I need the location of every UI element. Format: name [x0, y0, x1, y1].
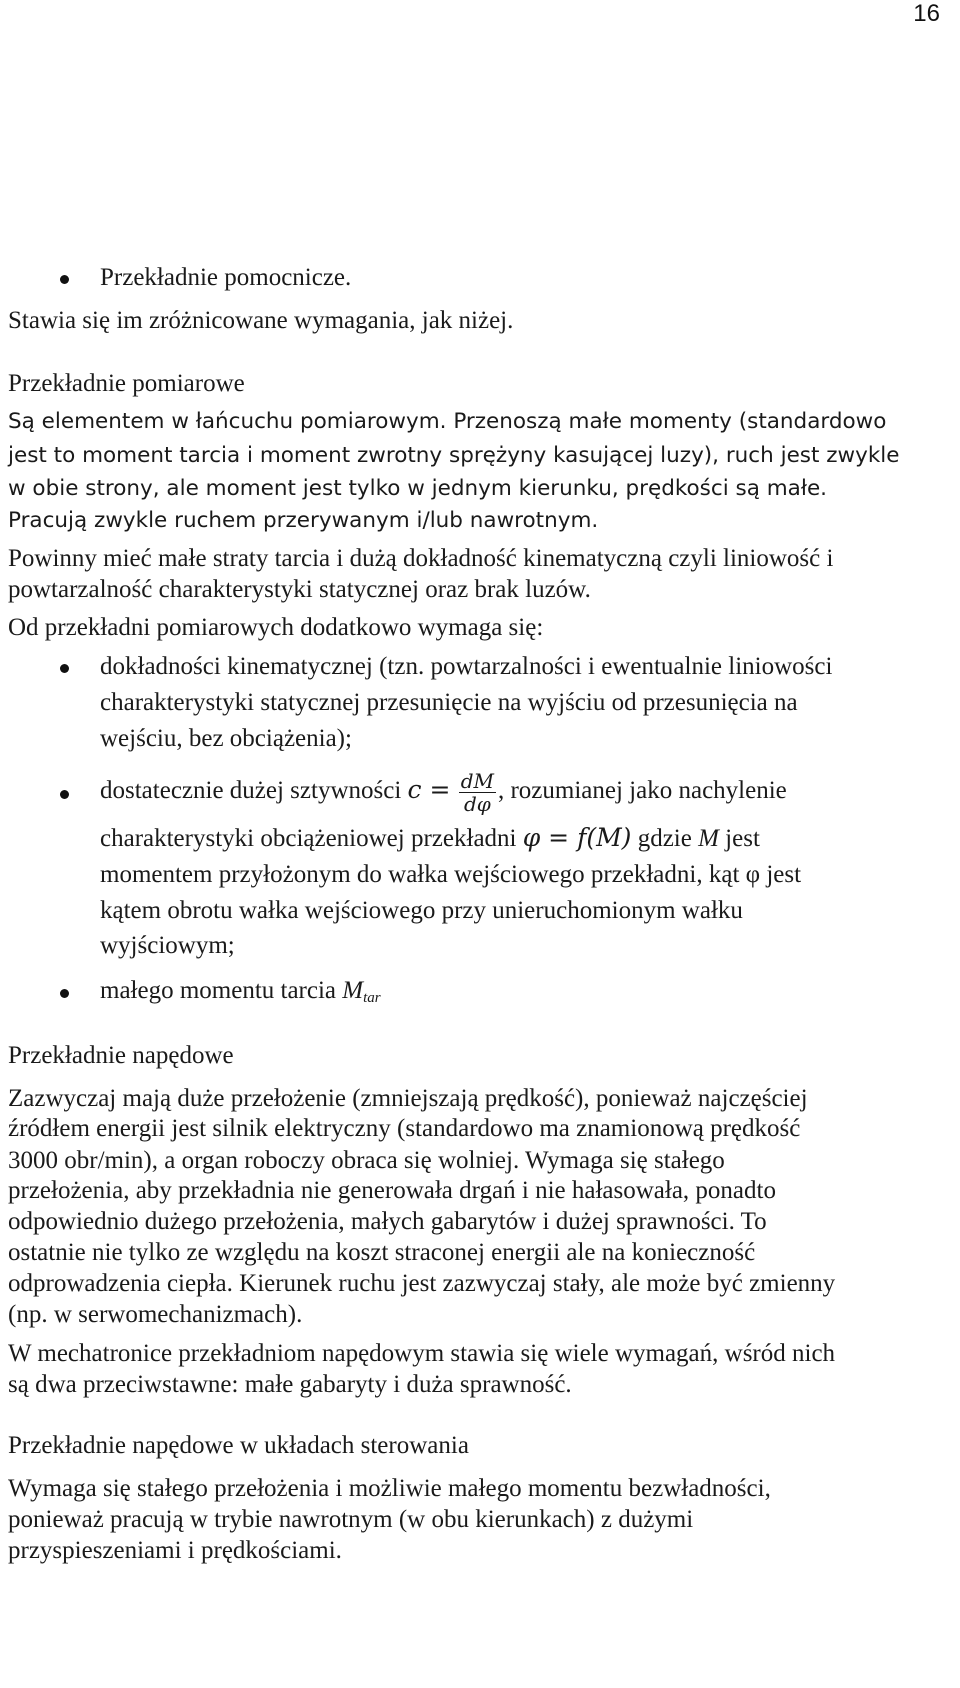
subscript-tar: tar	[363, 990, 381, 1006]
paragraph-line: w obie strony, ale moment jest tylko w jednym kierunku, prędkości są małe.	[8, 476, 828, 501]
bullet-icon	[60, 664, 69, 673]
paragraph-line: odprowadzenia ciepła. Kierunek ruchu jest zazwyczaj stały, ale może być zmienny	[8, 1270, 836, 1297]
characteristic-formula: φ = f(M)	[522, 823, 632, 852]
paragraph-line: powtarzalność charakterystyki statycznej oraz brak luzów.	[8, 576, 591, 603]
stiffness-formula-lhs: c =	[407, 775, 451, 804]
bullet-text: jest	[718, 825, 760, 852]
intro-text: Stawia się im zróżnicowane wymagania, jak niżej.	[8, 307, 514, 334]
page-number: 16	[913, 0, 940, 27]
paragraph-line: są dwa przeciwstawne: małe gabaryty i duża sprawność.	[8, 1371, 572, 1398]
paragraph-line: Powinny mieć małe straty tarcia i dużą dokładność kinematyczną czyli liniowość i	[8, 545, 834, 572]
section-heading-sterowanie: Przekładnie napędowe w układach sterowania	[8, 1432, 469, 1459]
stiffness-fraction	[459, 770, 496, 815]
bullet-icon	[60, 790, 69, 799]
bullet-line: dokładności kinematycznej (tzn. powtarzalności i ewentualnie liniowości	[100, 653, 833, 680]
bullet-line: wejściu, bez obciążenia);	[100, 725, 352, 752]
symbol-M: M	[698, 825, 719, 852]
fraction-numerator: dM	[460, 768, 494, 793]
bullet-icon	[60, 275, 69, 284]
paragraph-line: jest to moment tarcia i moment zwrotny sprężyny kasującej luzy), ruch jest zwykle	[8, 443, 900, 468]
bullet-line: wyjściowym;	[100, 932, 235, 959]
paragraph-line: Od przekładni pomiarowych dodatkowo wymaga się:	[8, 614, 544, 641]
paragraph-line: Wymaga się stałego przełożenia i możliwie małego momentu bezwładności,	[8, 1475, 771, 1502]
paragraph-line: ponieważ pracują w trybie nawrotnym (w obu kierunkach) z dużymi	[8, 1506, 694, 1533]
bullet-icon	[60, 989, 69, 998]
paragraph-line: 3000 obr/min), a organ roboczy obraca się wolniej. Wymaga się stałego	[8, 1147, 725, 1174]
bullet-text: gdzie	[631, 825, 699, 852]
paragraph-line: Zazwyczaj mają duże przełożenie (zmniejszają prędkość), ponieważ najczęściej	[8, 1085, 808, 1112]
paragraph-line: (np. w serwomechanizmach).	[8, 1301, 303, 1328]
paragraph-line: Są elementem w łańcuchu pomiarowym. Przenoszą małe momenty (standardowo	[8, 409, 887, 434]
paragraph-line: przyspieszeniami i prędkościami.	[8, 1537, 342, 1564]
bullet-line	[100, 822, 760, 855]
bullet-line-formula	[100, 762, 787, 819]
section-heading-pomiarowe: Przekładnie pomiarowe	[8, 370, 245, 397]
bullet-text: małego momentu tarcia	[100, 977, 343, 1004]
paragraph-line: ostatnie nie tylko ze względu na koszt straconej energii ale na konieczność	[8, 1239, 756, 1266]
bullet-text: , rozumianej jako nachylenie	[497, 777, 787, 804]
paragraph-line: odpowiednio dużego przełożenia, małych gabarytów i dużej sprawności. To	[8, 1208, 767, 1235]
paragraph-line: W mechatronice przekładniom napędowym stawia się wiele wymagań, wśród nich	[8, 1340, 836, 1367]
bullet-text: charakterystyki obciążeniowej przekładni	[100, 825, 523, 852]
paragraph-line: Pracują zwykle ruchem przerywanym i/lub nawrotnym.	[8, 508, 599, 533]
bullet-line	[100, 975, 381, 1014]
section-heading-napedowe: Przekładnie napędowe	[8, 1042, 234, 1069]
symbol-M: M	[342, 977, 364, 1004]
bullet-text: dostatecznie dużej sztywności	[100, 777, 408, 804]
bullet-line: kątem obrotu wałka wejściowego przy unieruchomionym wałku	[100, 897, 743, 924]
paragraph-line: źródłem energii jest silnik elektryczny (standardowo ma znamionową prędkość	[8, 1115, 801, 1142]
fraction-denominator: dφ	[463, 791, 491, 816]
paragraph-line: przełożenia, aby przekładnia nie generowała drgań i nie hałasowała, ponadto	[8, 1177, 776, 1204]
intro-bullet-text: Przekładnie pomocnicze.	[100, 264, 352, 291]
bullet-line: charakterystyki statycznej przesunięcie na wyjściu od przesunięcia na	[100, 689, 798, 716]
bullet-line: momentem przyłożonym do wałka wejściowego przekładni, kąt φ jest	[100, 861, 802, 888]
